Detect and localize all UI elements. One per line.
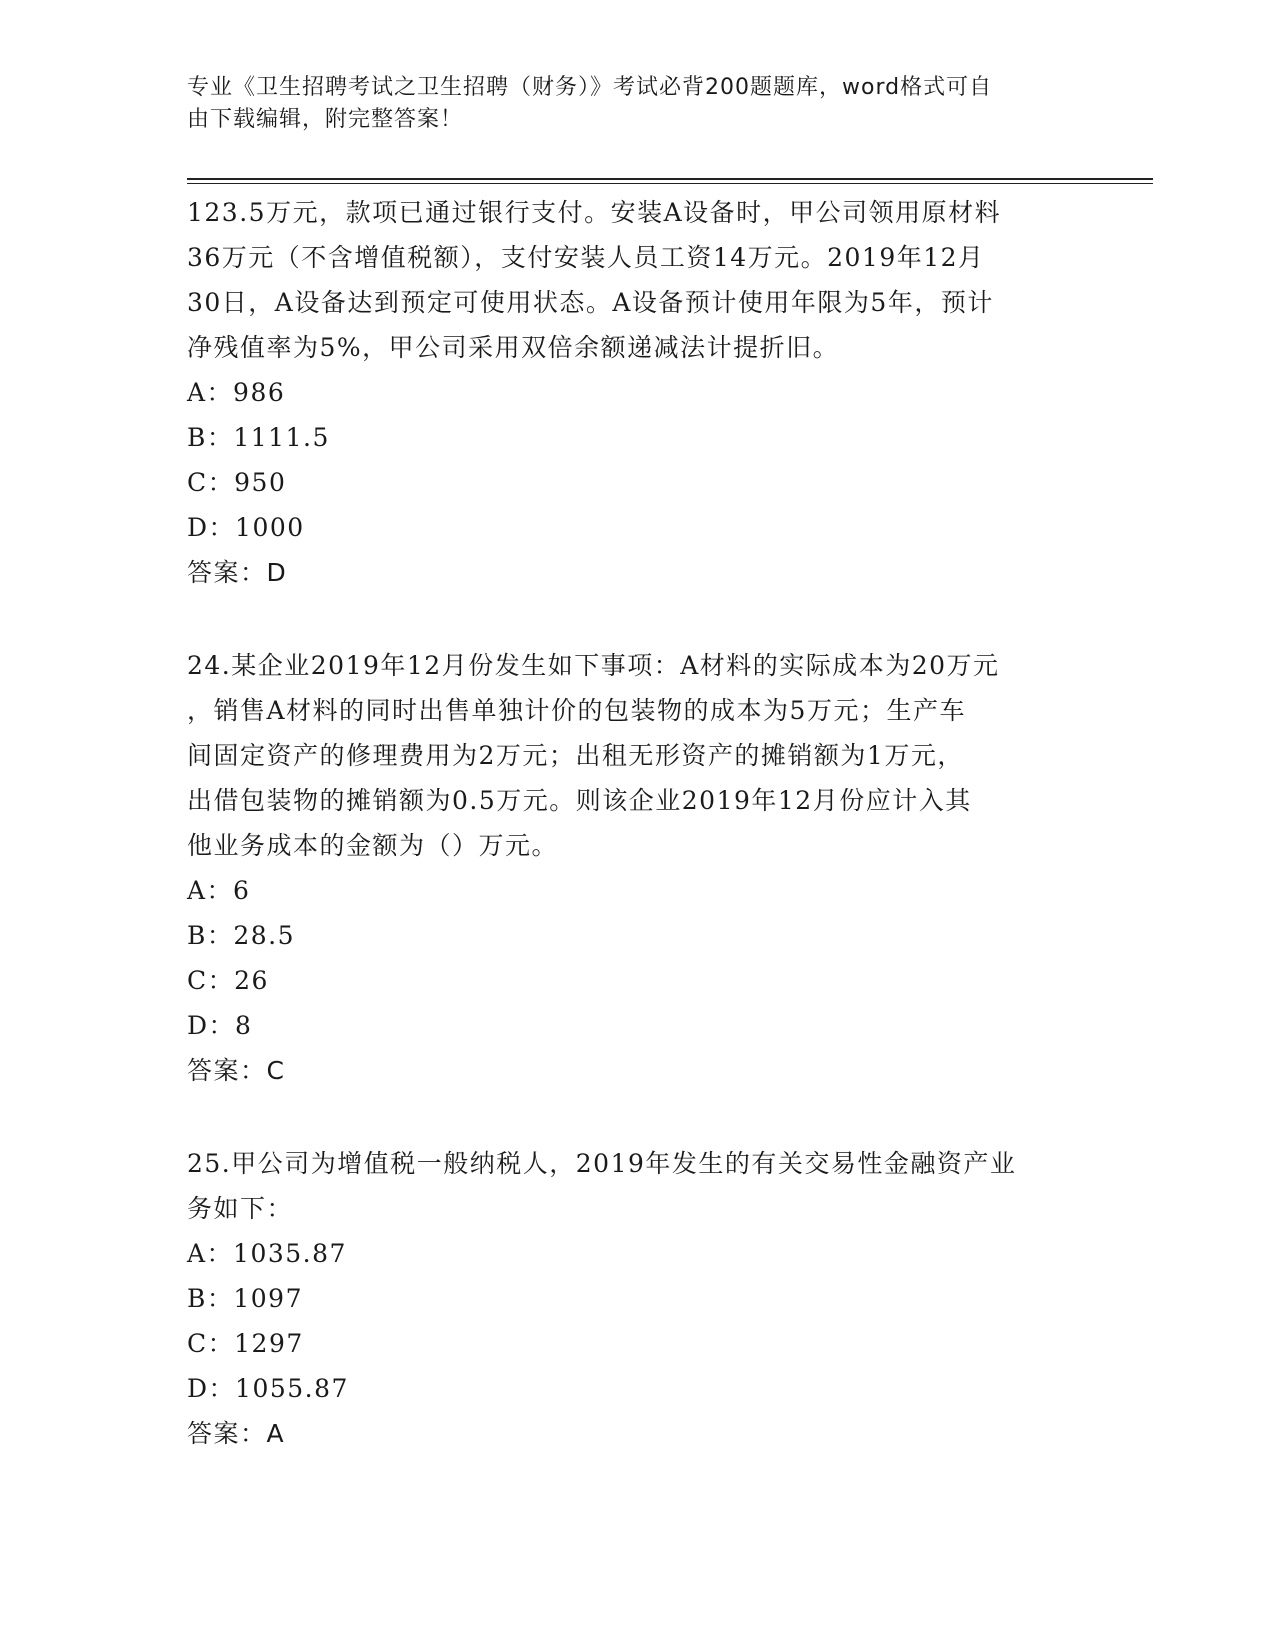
question-block bbox=[187, 190, 1087, 595]
header-divider-thin bbox=[187, 183, 1153, 184]
option-a: A：1035.87 bbox=[187, 1239, 347, 1268]
answer-line: 答案：C bbox=[187, 1056, 286, 1085]
question-text-line: 123.5万元，款项已通过银行支付。安装A设备时，甲公司领用原材料 bbox=[187, 198, 1002, 227]
question-block bbox=[187, 643, 1087, 1093]
question-text-line: 间固定资产的修理费用为2万元；出租无形资产的摊销额为1万元， bbox=[187, 741, 964, 770]
option-b: B：1111.5 bbox=[187, 423, 330, 452]
header-title-line-1: 专业《卫生招聘考试之卫生招聘（财务）》考试必背200题题库，word格式可自 bbox=[187, 75, 993, 100]
answer-line: 答案：A bbox=[187, 1419, 286, 1448]
question-list bbox=[187, 190, 1087, 1456]
option-b: B：1097 bbox=[187, 1284, 303, 1313]
option-c: C：26 bbox=[187, 966, 269, 995]
question-spacer bbox=[187, 595, 1087, 643]
question-text-line: 务如下： bbox=[187, 1194, 294, 1223]
option-b: B：28.5 bbox=[187, 921, 296, 950]
question-text-line: 出借包装物的摊销额为0.5万元。则该企业2019年12月份应计入其 bbox=[187, 786, 972, 815]
question-text-line: 25.甲公司为增值税一般纳税人，2019年发生的有关交易性金融资产业 bbox=[187, 1149, 1017, 1178]
question-text bbox=[187, 1141, 1087, 1231]
document-header bbox=[187, 72, 1067, 136]
option-c: C：1297 bbox=[187, 1329, 304, 1358]
option-c: C：950 bbox=[187, 468, 287, 497]
option-d: D：1055.87 bbox=[187, 1374, 349, 1403]
question-text-line: 他业务成本的金额为（）万元。 bbox=[187, 831, 559, 860]
question-text-line: 净残值率为5%，甲公司采用双倍余额递减法计提折旧。 bbox=[187, 333, 840, 362]
option-a: A：986 bbox=[187, 378, 286, 407]
question-text bbox=[187, 643, 1087, 868]
question-text-line: 30日，A设备达到预定可使用状态。A设备预计使用年限为5年，预计 bbox=[187, 288, 994, 317]
answer-line: 答案：D bbox=[187, 558, 288, 587]
question-text bbox=[187, 190, 1087, 370]
question-text-line: 24.某企业2019年12月份发生如下事项：A材料的实际成本为20万元 bbox=[187, 651, 1000, 680]
question-block bbox=[187, 1141, 1087, 1456]
option-d: D：8 bbox=[187, 1011, 253, 1040]
question-text-line: ，销售A材料的同时出售单独计价的包装物的成本为5万元；生产车 bbox=[187, 696, 966, 725]
option-a: A：6 bbox=[187, 876, 251, 905]
header-title-line-2: 由下载编辑，附完整答案！ bbox=[187, 107, 464, 132]
option-d: D：1000 bbox=[187, 513, 305, 542]
question-spacer bbox=[187, 1093, 1087, 1141]
question-text-line: 36万元（不含增值税额），支付安装人员工资14万元。2019年12月 bbox=[187, 243, 985, 272]
header-divider-thick bbox=[187, 178, 1153, 180]
